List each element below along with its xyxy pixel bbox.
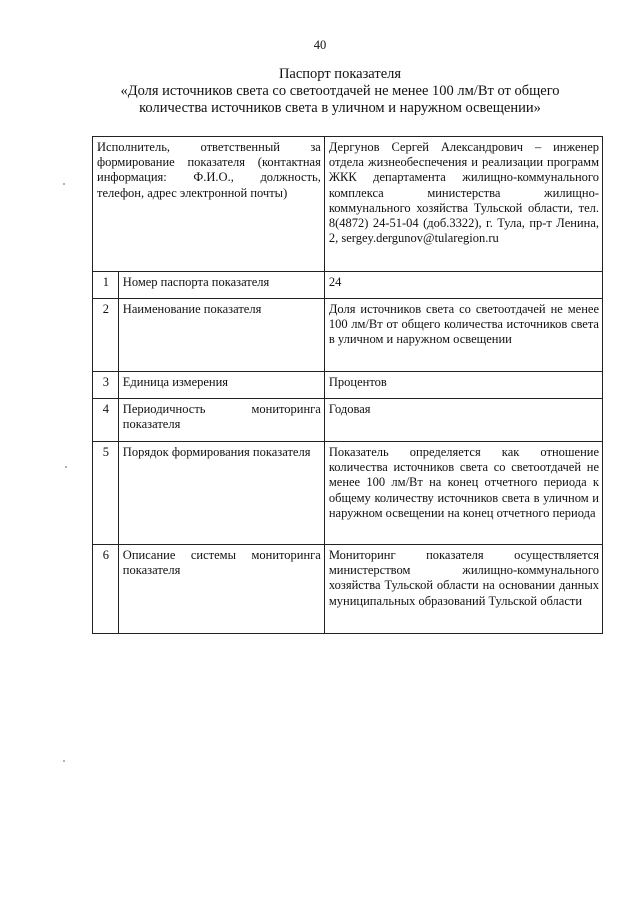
table-row xyxy=(93,442,603,545)
passport-table xyxy=(92,136,603,634)
title-line-1: Паспорт показателя xyxy=(278,66,402,82)
row-label: Порядок формирования показателя xyxy=(118,442,324,545)
title-line-3: количества источников света в уличном и наружном освещении» xyxy=(139,100,541,116)
row-label: Периодичность мониторинга показателя xyxy=(118,399,324,442)
row-number: 6 xyxy=(93,545,119,634)
row-number: 4 xyxy=(93,399,119,442)
row-number: 2 xyxy=(93,299,119,372)
row-value: Мониторинг показателя осуществляется министерством жилищно-коммунального хозяйства Тульской области на основании данных муниципальных образований Тульской области xyxy=(324,545,602,634)
row-number: 5 xyxy=(93,442,119,545)
row-number: 1 xyxy=(93,272,119,299)
row-value: Доля источников света со светоотдачей не менее 100 лм/Вт от общего количества источников света в уличном и наружном освещении xyxy=(324,299,602,372)
table-row xyxy=(93,272,603,299)
title-line-2: «Доля источников света со светоотдачей не менее 100 лм/Вт от общего xyxy=(120,83,560,99)
row-value: Процентов xyxy=(324,372,602,399)
row-label: Единица измерения xyxy=(118,372,324,399)
responsible-value: Дергунов Сергей Александрович – инженер отдела жизнеобеспечения и реализации программ ЖКК департамента жилищно-коммунального комплекса министерства жилищно-коммунального хозяйства Тульской области, тел. 8(4872) 24-51-04 (доб.3322), г. Тула, пр-т Ленина, 2, sergey.dergunov@tularegion.ru xyxy=(324,137,602,272)
row-label: Описание системы мониторинга показателя xyxy=(118,545,324,634)
row-label: Номер паспорта показателя xyxy=(118,272,324,299)
table-row xyxy=(93,299,603,372)
row-number: 3 xyxy=(93,372,119,399)
row-value: Годовая xyxy=(324,399,602,442)
scan-speck xyxy=(63,760,65,762)
scan-speck xyxy=(65,466,67,468)
row-value: Показатель определяется как отношение количества источников света со светоотдачей не менее 100 лм/Вт на конец отчетного периода к общему количеству источников света в уличном и наружном освещении на конец отчетного периода xyxy=(324,442,602,545)
document-title xyxy=(80,66,600,117)
row-label: Наименование показателя xyxy=(118,299,324,372)
responsible-label: Исполнитель, ответственный за формирование показателя (контактная информация: Ф.И.О., должность, телефон, адрес электронной почты) xyxy=(93,137,325,272)
table-row xyxy=(93,399,603,442)
page-number: 40 xyxy=(313,38,327,52)
responsible-row xyxy=(93,137,603,272)
table-row xyxy=(93,545,603,634)
table-row xyxy=(93,372,603,399)
row-value: 24 xyxy=(324,272,602,299)
scan-speck xyxy=(63,183,65,185)
